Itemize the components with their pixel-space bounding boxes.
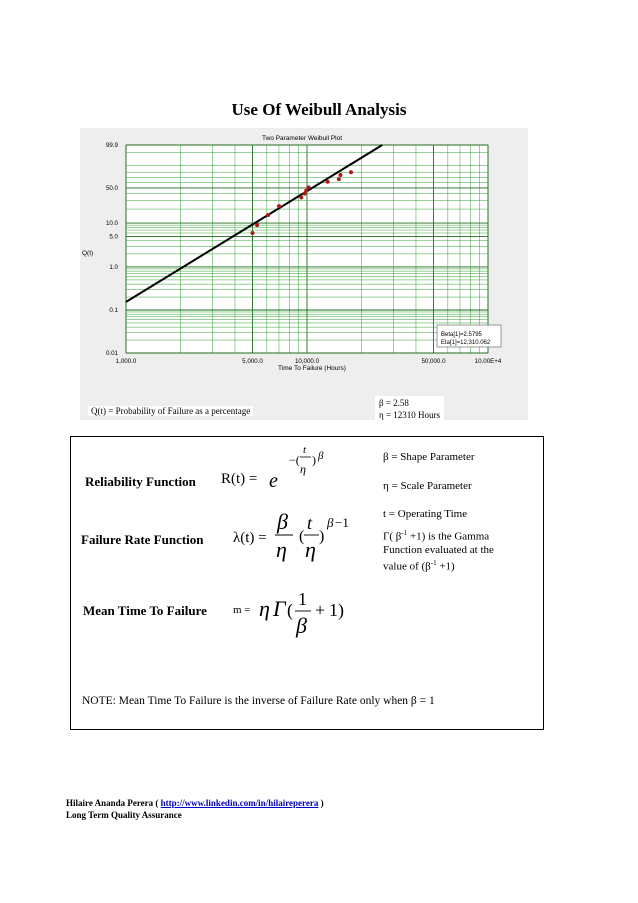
footer-org: Long Term Quality Assurance [66,810,182,820]
svg-text:1): 1) [329,600,344,620]
linkedin-link[interactable]: http://www.linkedin.com/in/hilaireperera [160,798,319,808]
svg-text:η: η [305,537,316,562]
y-tick-label: 50.0 [105,184,118,192]
svg-text:η: η [300,462,306,476]
def-gamma-text-4: value of (β [383,560,431,573]
def-gamma-text-5: +1) [436,560,455,573]
plot-grid [126,145,488,353]
y-tick-label: 5.0 [109,233,118,241]
y-tick-label: 0.01 [105,350,118,357]
x-tick-label: 10,000.0 [294,358,320,365]
def-gamma-exp-1: -1 [401,529,408,537]
y-axis-label: Q(t) [82,250,94,257]
footer-author-prefix: Hilaire Ananda Perera ( [66,798,161,808]
data-point [266,213,270,217]
failure-rate-formula [275,507,365,569]
document-title: Use Of Weibull Analysis [231,100,407,119]
def-gamma-text-2: +1) is the Gamma [407,530,490,543]
def-gamma-text-1: Γ( β [383,530,402,543]
svg-text:e: e [269,470,278,492]
svg-text:(: ( [287,600,293,620]
data-point [277,204,281,208]
data-point [299,195,303,199]
footer-author-suffix: ) [318,798,324,808]
data-point [304,189,308,193]
note-text: NOTE: Mean Time To Failure is the inverse of Failure Rate only when β = 1 [82,695,435,707]
svg-text:β: β [327,515,334,530]
y-tick-label: 10.0 [105,220,118,228]
def-gamma-text-3: Function evaluated at the [383,543,494,556]
svg-text:(: ( [299,528,305,545]
param-eta: η = 12310 Hours [379,410,441,420]
failure-rate-label: Failure Rate Function [81,532,204,547]
reliability-formula [267,439,387,493]
plot-caption: Q(t) = Probability of Failure as a percentage [88,406,253,416]
footer [66,797,324,821]
x-tick-label: 1,000.0 [115,358,137,365]
parameter-values [375,396,444,422]
def-operating-time: t = Operating Time [383,508,468,520]
svg-text:β: β [318,450,324,462]
svg-text:+: + [315,600,326,620]
y-tick-label: 1.0 [109,263,118,271]
legend-eta: Eta[1]=12,310.062 [441,340,491,346]
data-point [326,180,330,184]
svg-text:t: t [307,513,313,533]
data-point [338,173,342,177]
x-tick-label: 5,000.0 [242,358,263,365]
svg-text:−(: −( [289,453,300,467]
data-point [251,231,255,235]
x-tick-label: 50,000.0 [421,358,446,365]
mttf-label: Mean Time To Failure [83,603,207,618]
def-gamma-exp-2: -1 [430,558,437,567]
svg-text:1: 1 [298,589,307,609]
svg-text:η: η [276,537,287,562]
data-point [255,223,259,227]
svg-text:): ) [312,453,316,467]
reliability-lhs: R(t) = [221,471,258,487]
y-tick-label: 99.9 [105,142,118,149]
x-axis-label: Time To Failure (Hours) [278,365,346,372]
failure-rate-lhs: λ(t) = [233,530,267,546]
svg-text:β: β [296,613,307,638]
x-tick-label: 10.00E+4 [474,358,502,365]
svg-text:β: β [277,509,288,534]
reliability-label: Reliability Function [85,474,196,489]
data-point [349,170,353,174]
mttf-formula [257,583,357,639]
def-beta: β = Shape Parameter [383,451,475,463]
y-tick-label: 0.1 [109,307,118,315]
svg-text:): ) [319,528,325,545]
data-point [307,185,311,189]
svg-text:t: t [303,444,307,456]
svg-text:−1: −1 [335,515,349,530]
plot-legend [437,325,501,347]
svg-text:η: η [259,596,270,621]
svg-text:Γ: Γ [273,596,286,621]
data-point [337,177,341,181]
formula-box [70,436,544,730]
def-eta: η = Scale Parameter [383,480,472,492]
legend-beta: Beta[1]=2.5795 [441,332,482,338]
param-beta: β = 2.58 [379,398,409,408]
plot-header: Two Parameter Weibull Plot [261,135,343,142]
mttf-lhs: m = [233,604,251,616]
weibull-plot [80,128,528,420]
footer-author [66,797,324,809]
def-gamma [383,527,543,573]
